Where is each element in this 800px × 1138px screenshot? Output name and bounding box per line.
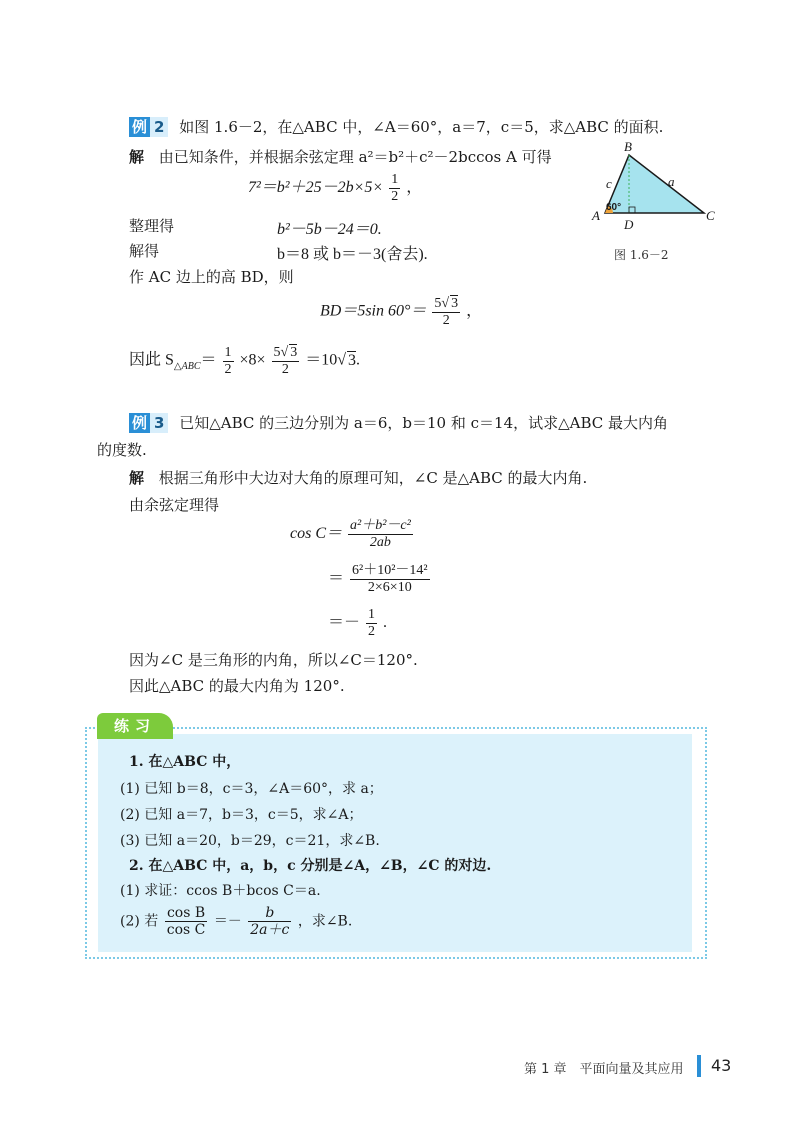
area-tail: . bbox=[356, 351, 361, 369]
cos-c-text: cos C＝ bbox=[290, 525, 343, 543]
eq-sign: ＝ bbox=[328, 570, 345, 588]
page-number: 43 bbox=[711, 1056, 732, 1075]
label-C: C bbox=[706, 208, 715, 223]
label-D: D bbox=[624, 217, 634, 232]
area-mid: ×8× bbox=[239, 351, 266, 369]
exercise-q1-part1: (1) 已知 b＝8，c＝3，∠A＝60°，求 a； bbox=[120, 781, 383, 797]
label-B: B bbox=[624, 140, 632, 154]
figure-caption: 图 1.6－2 bbox=[614, 248, 669, 262]
example3-solution-line2: 由余弦定理得 bbox=[129, 496, 220, 514]
jiede-label: 解得 bbox=[129, 242, 160, 260]
equation-cos-result bbox=[328, 607, 387, 640]
area-prefix: 因此 S bbox=[129, 351, 174, 369]
q2-part2-prefix: (2) 若 bbox=[120, 913, 159, 930]
exercise-q1-part2: (2) 已知 a＝7，b＝3，c＝5，求∠A； bbox=[120, 807, 363, 823]
fraction-cos-formula: $\frac{\text{a²＋b²－c²}}{2ab}$ bbox=[350, 518, 411, 550]
example3-problem: 已知△ABC 的三边分别为 a＝6，b＝10 和 c＝14，试求△ABC 最大内角 bbox=[179, 414, 669, 432]
fraction-5root3-over-2: $\frac{5√ 3}{2}$ bbox=[434, 296, 459, 328]
label-angle-60: 60° bbox=[606, 202, 622, 213]
area-result: ＝10 bbox=[305, 351, 338, 369]
footer-accent-bar bbox=[697, 1055, 701, 1077]
equation-cos-c bbox=[290, 518, 415, 551]
example3-badge: 例 3 bbox=[129, 413, 168, 433]
exercise-q2-part2 bbox=[120, 905, 352, 938]
example2-header bbox=[129, 117, 663, 137]
fraction-half: $\frac{1}{2}$ bbox=[391, 172, 399, 204]
eq-sign: ＝－ bbox=[328, 614, 361, 632]
solution-text: 由已知条件，并根据余弦定理 a²＝b²＋c²－2bccos A 可得 bbox=[158, 148, 552, 166]
example3-header bbox=[129, 413, 668, 433]
area-eq: ＝ bbox=[200, 351, 217, 369]
fraction-cos-numeric: $\frac{\text{6²＋10²－14²}}{2\times 6\times 10}$ bbox=[352, 563, 428, 595]
zhengli-label: 整理得 bbox=[129, 217, 175, 235]
example2-problem: 如图 1.6－2，在△ABC 中，∠A＝60°，a＝7，c＝5，求△ABC 的面积. bbox=[179, 118, 664, 136]
equation-roots: b＝8 或 b＝－3(舍去). bbox=[277, 246, 428, 263]
q2-part2-tail: ，求∠B. bbox=[297, 913, 353, 930]
eq-tail: . bbox=[383, 614, 388, 632]
fraction-area-2: $\frac{5√ 3}{2}$ bbox=[273, 345, 298, 377]
area-subscript: △ABC bbox=[173, 360, 201, 372]
label-a: a bbox=[668, 174, 675, 189]
example3-solution-line1 bbox=[129, 468, 587, 488]
example2-badge: 例 2 bbox=[129, 117, 168, 137]
equation-text: 7²＝b²＋25－2b×5× bbox=[248, 179, 384, 197]
area-result-root: 3 bbox=[348, 351, 357, 369]
solution-label: 解 bbox=[129, 148, 145, 166]
fraction-cosb-over-cosc: $\frac{\text{cos B}}{\text{cos C}}$ bbox=[166, 905, 206, 938]
equation-tail: ， bbox=[406, 179, 423, 197]
chapter-title: 第 1 章 平面向量及其应用 bbox=[524, 1062, 684, 1077]
equation-quadratic: b²－5b－24＝0. bbox=[277, 221, 382, 238]
fraction-neg-half: $\frac{1}{2}$ bbox=[368, 607, 376, 639]
example3-conclusion1: 因为∠C 是三角形的内角，所以∠C＝120°. bbox=[129, 651, 418, 669]
exercise-q1-part3: (3) 已知 a＝20，b＝29，c＝21，求∠B. bbox=[120, 833, 380, 849]
fraction-area-1: $\frac{1}{2}$ bbox=[224, 344, 232, 377]
example3-problem-line2: 的度数. bbox=[97, 441, 147, 459]
q2-part2-mid: ＝－ bbox=[213, 913, 242, 930]
equation-cos-numeric bbox=[328, 563, 432, 596]
exercise-q2-part1: (1) 求证：ccos B＋bcos C＝a. bbox=[120, 883, 321, 899]
label-A: A bbox=[592, 208, 600, 223]
equation-cosine-sub bbox=[248, 172, 422, 205]
example2-solution-line1 bbox=[129, 147, 552, 167]
label-c: c bbox=[606, 176, 612, 191]
equation-area: 因此 $S_{\triangle ABC}=$ $\frac{1}{2}$ ×8× $\frac{5√ 3}{2}$ ＝10√ 3. bbox=[129, 344, 361, 377]
exercise-q2: 2. 在△ABC 中，a，b，c 分别是∠A，∠B，∠C 的对边. bbox=[129, 858, 492, 874]
example3-conclusion2: 因此△ABC 的最大内角为 120°. bbox=[129, 677, 345, 695]
equation-bd bbox=[320, 295, 482, 329]
exercise-q1: 1. 在△ABC 中， bbox=[129, 754, 241, 770]
bd-text: BD＝5sin 60°＝ bbox=[320, 302, 427, 320]
solution-text: 根据三角形中大边对大角的原理可知，∠C 是△ABC 的最大内角. bbox=[158, 469, 588, 487]
line-jiede bbox=[129, 241, 159, 261]
line-zhengli bbox=[129, 216, 174, 236]
exercise-tab: 练习 bbox=[97, 713, 173, 739]
solution-label: 解 bbox=[129, 469, 145, 487]
bd-tail: ， bbox=[466, 302, 483, 320]
fraction-b-over-2a-plus-c: $\frac{b}{2a+c}$ bbox=[250, 905, 290, 938]
line-height-bd: 作 AC 边上的高 BD，则 bbox=[129, 268, 294, 286]
